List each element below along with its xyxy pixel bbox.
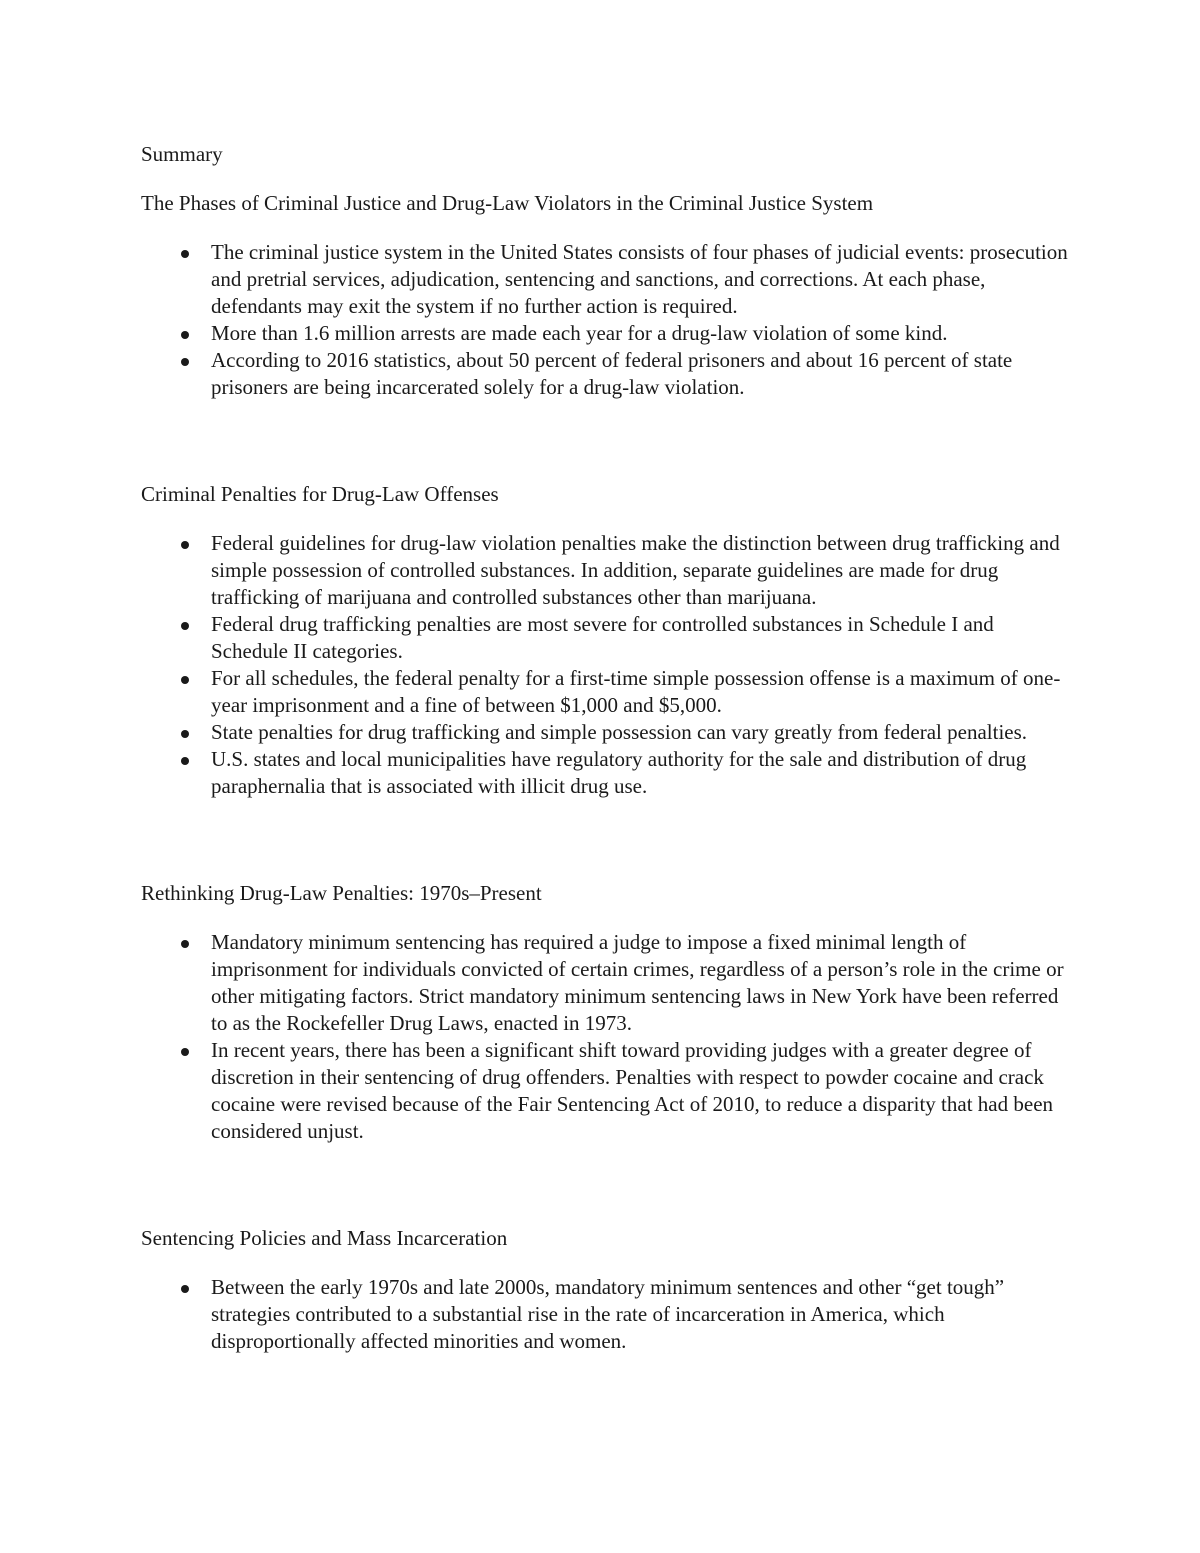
bullet-icon: [181, 622, 189, 630]
list-item-text: Mandatory minimum sentencing has required a judge to impose a fixed minimal length of imprisonment for individuals convicted of certain crimes, regardless of a person’s role in the crime or other mitigating factors. Strict mandatory minimum sentencing laws in New York have been referred to as the Rockefeller Drug Laws, enacted in 1973.: [211, 930, 1064, 1035]
list-item: [211, 320, 1071, 347]
list-item: [211, 929, 1071, 1037]
bullet-icon: [181, 757, 189, 765]
bullet-list: [141, 1274, 1071, 1355]
bullet-icon: [181, 676, 189, 684]
section-sentencing-policies: [141, 1225, 1071, 1355]
bullet-icon: [181, 1048, 189, 1056]
bullet-icon: [181, 1285, 189, 1293]
bullet-list: [141, 530, 1071, 800]
list-item: [211, 665, 1071, 719]
bullet-icon: [181, 250, 189, 258]
document-title: Summary: [141, 142, 223, 166]
section-heading: Sentencing Policies and Mass Incarceration: [141, 1226, 508, 1250]
list-item: [211, 1274, 1071, 1355]
list-item: [211, 530, 1071, 611]
section-heading: Rethinking Drug-Law Penalties: 1970s–Present: [141, 881, 542, 905]
list-item-text: U.S. states and local municipalities have regulatory authority for the sale and distribution of drug paraphernalia that is associated with illicit drug use.: [211, 747, 1027, 798]
bullet-icon: [181, 940, 189, 948]
list-item-text: For all schedules, the federal penalty for a first-time simple possession offense is a maximum of one-year imprisonment and a fine of between $1,000 and $5,000.: [211, 666, 1061, 717]
bullet-icon: [181, 331, 189, 339]
list-item: [211, 719, 1071, 746]
list-item: [211, 746, 1071, 800]
list-item-text: In recent years, there has been a significant shift toward providing judges with a greater degree of discretion in their sentencing of drug offenders. Penalties with respect to powder cocaine and crack cocaine were revised because of the Fair Sentencing Act of 2010, to reduce a disparity that had been considered unjust.: [211, 1038, 1054, 1143]
document-page: [141, 141, 1071, 1355]
list-item-text: State penalties for drug trafficking and simple possession can vary greatly from federal penalties.: [211, 720, 1028, 744]
section-rethinking-penalties: [141, 880, 1071, 1145]
spacer: [141, 401, 1071, 481]
list-item-text: Between the early 1970s and late 2000s, mandatory minimum sentences and other “get tough” strategies contributed to a substantial rise in the rate of incarceration in America, which disproportionally affected minorities and women.: [211, 1275, 1005, 1353]
bullet-icon: [181, 358, 189, 366]
bullet-icon: [181, 541, 189, 549]
list-item-text: More than 1.6 million arrests are made each year for a drug-law violation of some kind.: [211, 321, 948, 345]
section-heading: The Phases of Criminal Justice and Drug-Law Violators in the Criminal Justice System: [141, 191, 874, 215]
section-phases: [141, 190, 1071, 401]
list-item: [211, 347, 1071, 401]
spacer: [141, 800, 1071, 880]
list-item-text: Federal guidelines for drug-law violation penalties make the distinction between drug trafficking and simple possession of controlled substances. In addition, separate guidelines are made for drug trafficking of marijuana and controlled substances other than marijuana.: [211, 531, 1060, 609]
bullet-list: [141, 929, 1071, 1145]
list-item: [211, 611, 1071, 665]
bullet-list: [141, 239, 1071, 401]
list-item-text: Federal drug trafficking penalties are most severe for controlled substances in Schedule I and Schedule II categories.: [211, 612, 994, 663]
section-heading: Criminal Penalties for Drug-Law Offenses: [141, 482, 499, 506]
spacer: [141, 1145, 1071, 1225]
bullet-icon: [181, 730, 189, 738]
section-criminal-penalties: [141, 481, 1071, 800]
list-item: [211, 1037, 1071, 1145]
list-item-text: The criminal justice system in the United States consists of four phases of judicial events: prosecution and pretrial services, adjudication, sentencing and sanctions, and corrections. At each phase, defendants may exit the system if no further action is required.: [211, 240, 1068, 318]
list-item: [211, 239, 1071, 320]
list-item-text: According to 2016 statistics, about 50 percent of federal prisoners and about 16 percent of state prisoners are being incarcerated solely for a drug-law violation.: [211, 348, 1013, 399]
